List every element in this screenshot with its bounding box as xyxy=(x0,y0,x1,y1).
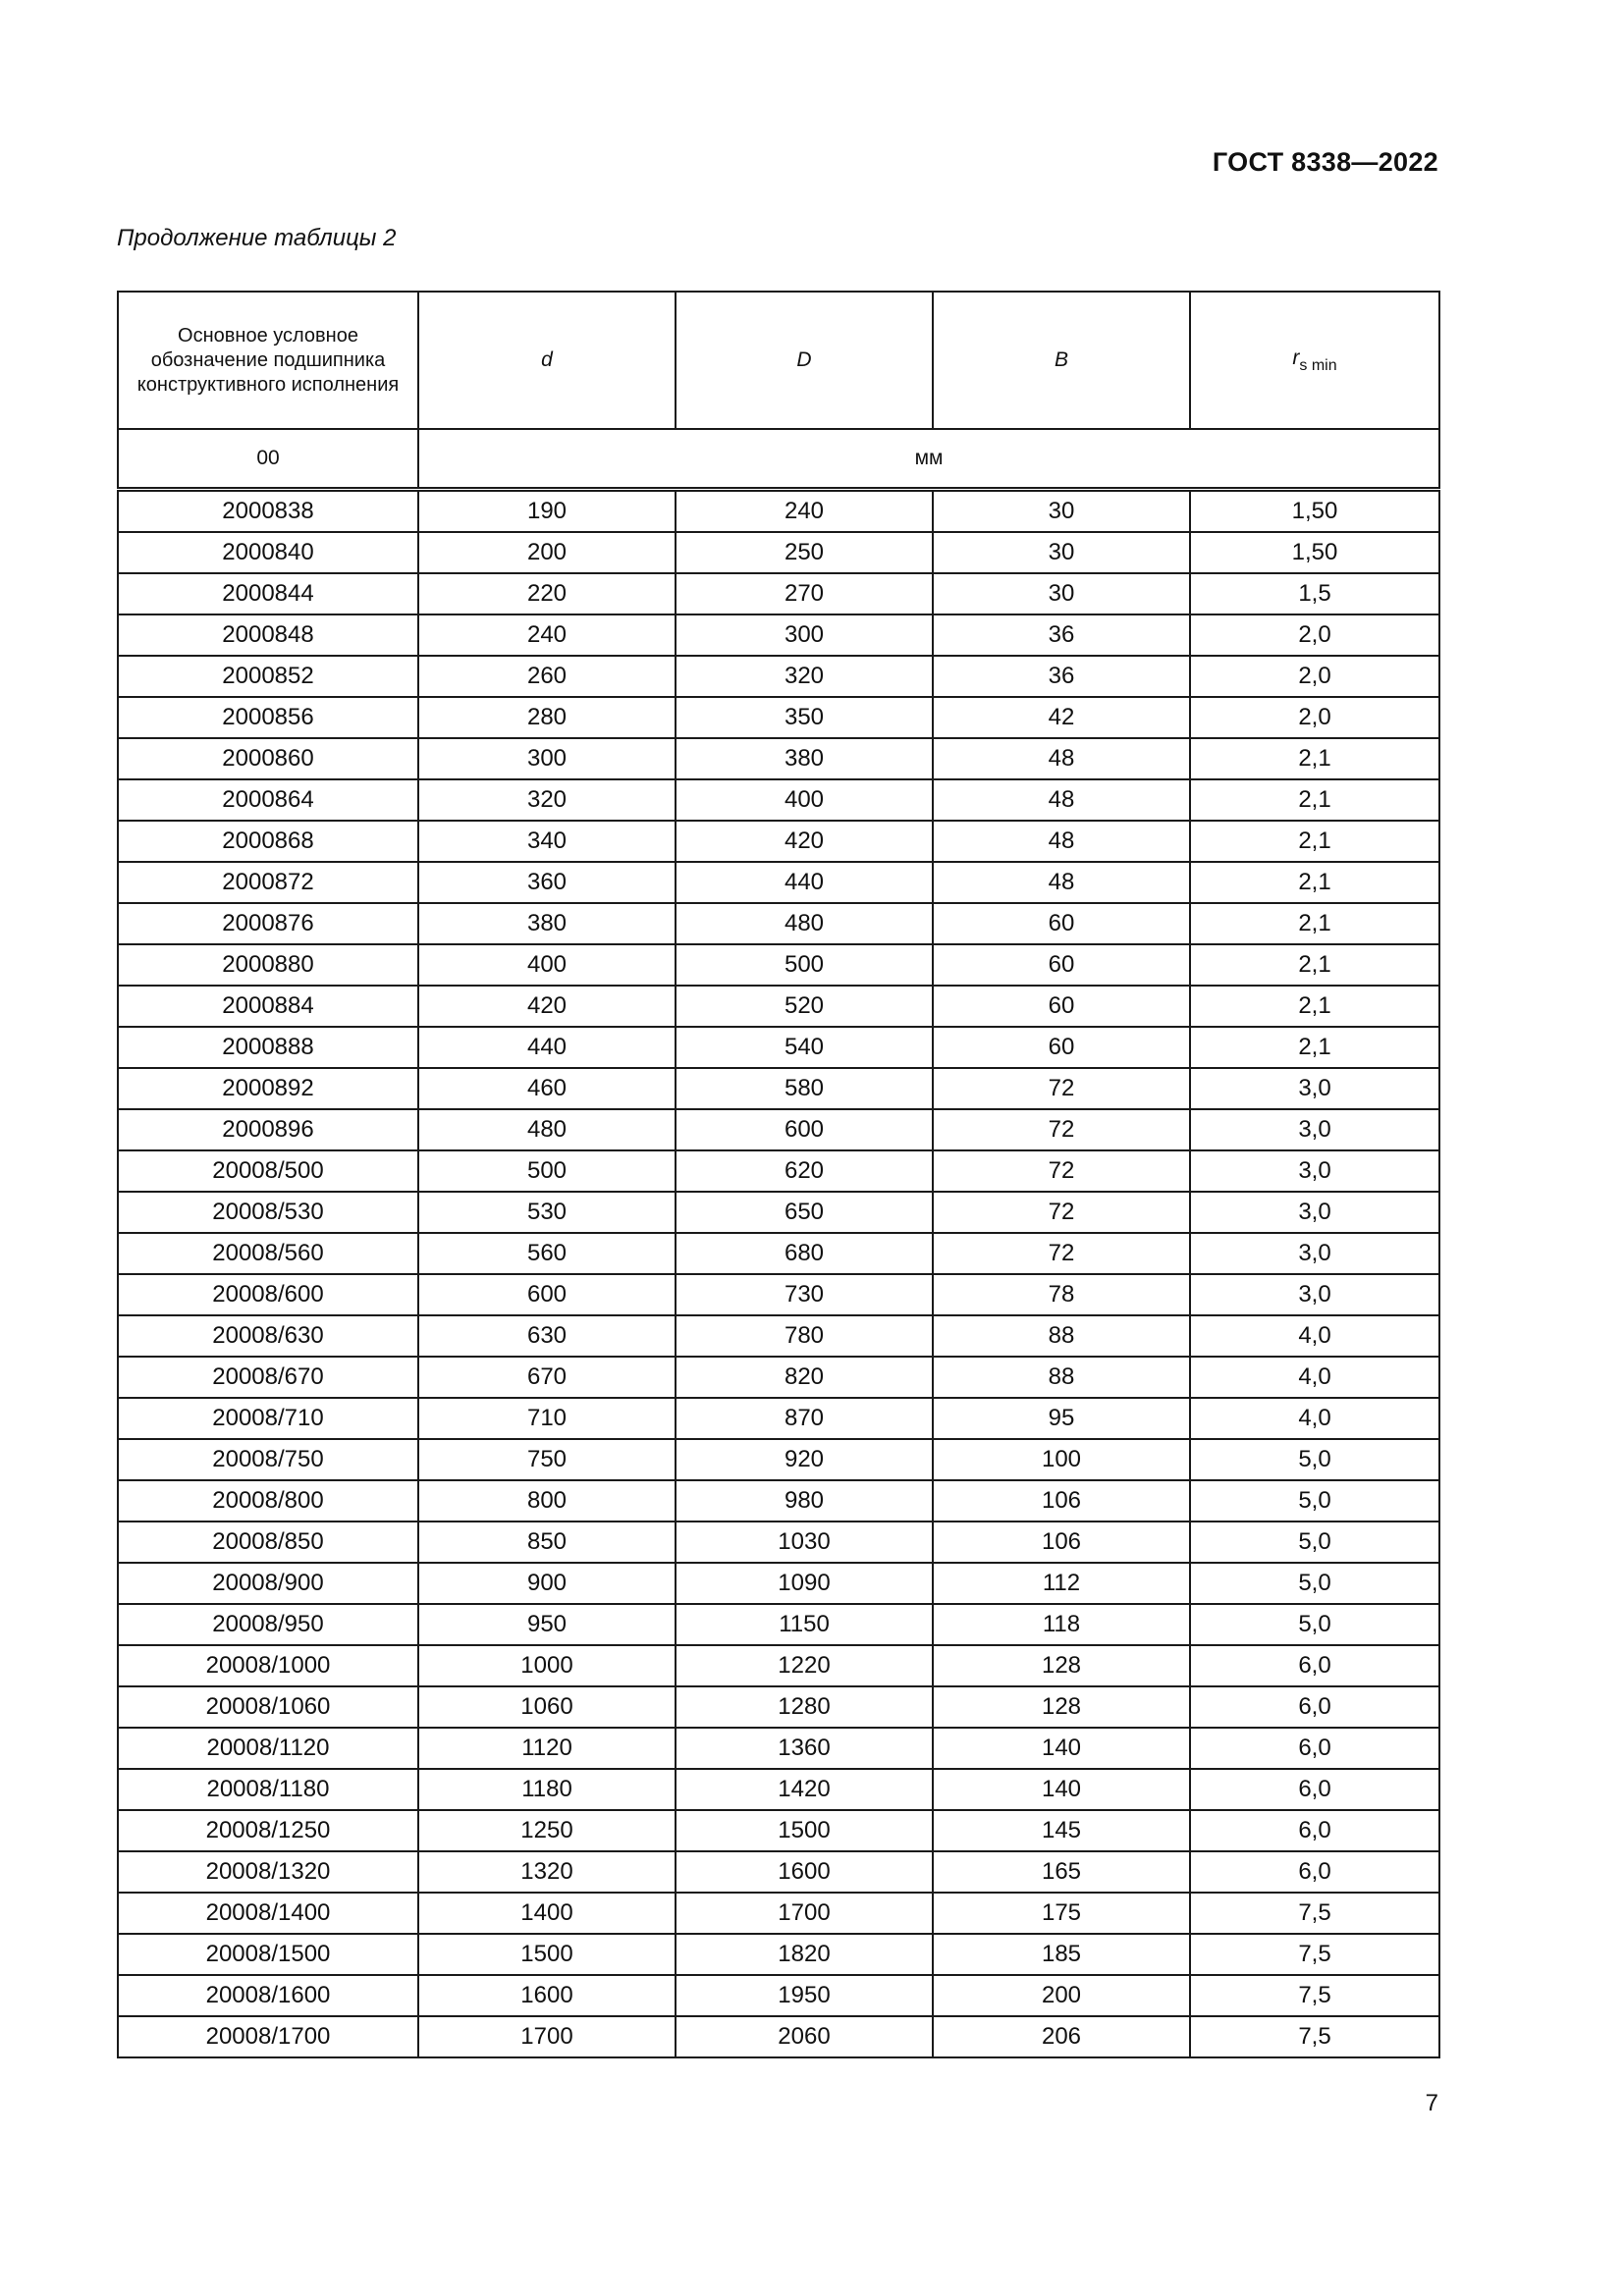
inner-diameter-cell: 850 xyxy=(418,1522,676,1563)
chamfer-cell: 3,0 xyxy=(1190,1233,1439,1274)
table-caption: Продолжение таблицы 2 xyxy=(117,225,397,251)
width-cell: 206 xyxy=(933,2016,1190,2057)
outer-diameter-cell: 1090 xyxy=(676,1563,933,1604)
chamfer-cell: 4,0 xyxy=(1190,1398,1439,1439)
width-cell: 112 xyxy=(933,1563,1190,1604)
chamfer-cell: 2,0 xyxy=(1190,656,1439,697)
table-row xyxy=(118,821,1439,862)
outer-diameter-cell: 1500 xyxy=(676,1810,933,1851)
table-row xyxy=(118,1604,1439,1645)
outer-diameter-cell: 320 xyxy=(676,656,933,697)
inner-diameter-cell: 900 xyxy=(418,1563,676,1604)
table-row xyxy=(118,614,1439,656)
designation-cell: 20008/750 xyxy=(118,1439,418,1480)
table-row xyxy=(118,779,1439,821)
table-row xyxy=(118,1769,1439,1810)
inner-diameter-cell: 1120 xyxy=(418,1728,676,1769)
designation-cell: 20008/900 xyxy=(118,1563,418,1604)
chamfer-cell: 2,1 xyxy=(1190,821,1439,862)
chamfer-cell: 5,0 xyxy=(1190,1522,1439,1563)
chamfer-cell: 4,0 xyxy=(1190,1357,1439,1398)
outer-diameter-cell: 500 xyxy=(676,944,933,986)
width-cell: 140 xyxy=(933,1769,1190,1810)
table-row xyxy=(118,1274,1439,1315)
designation-cell: 20008/1600 xyxy=(118,1975,418,2016)
table-row xyxy=(118,1645,1439,1686)
table-row xyxy=(118,1975,1439,2016)
chamfer-cell: 5,0 xyxy=(1190,1604,1439,1645)
chamfer-cell: 3,0 xyxy=(1190,1192,1439,1233)
chamfer-cell: 6,0 xyxy=(1190,1728,1439,1769)
chamfer-cell: 7,5 xyxy=(1190,2016,1439,2057)
designation-cell: 2000852 xyxy=(118,656,418,697)
outer-diameter-cell: 730 xyxy=(676,1274,933,1315)
outer-diameter-cell: 1420 xyxy=(676,1769,933,1810)
designation-cell: 2000892 xyxy=(118,1068,418,1109)
outer-diameter-cell: 1280 xyxy=(676,1686,933,1728)
header-rs-symbol: r xyxy=(1292,346,1300,369)
chamfer-cell: 6,0 xyxy=(1190,1810,1439,1851)
chamfer-cell: 2,0 xyxy=(1190,697,1439,738)
inner-diameter-cell: 1320 xyxy=(418,1851,676,1893)
designation-cell: 2000888 xyxy=(118,1027,418,1068)
width-cell: 36 xyxy=(933,656,1190,697)
table-row xyxy=(118,1810,1439,1851)
inner-diameter-cell: 800 xyxy=(418,1480,676,1522)
designation-cell: 20008/950 xyxy=(118,1604,418,1645)
inner-diameter-cell: 380 xyxy=(418,903,676,944)
table-row xyxy=(118,1398,1439,1439)
width-cell: 88 xyxy=(933,1357,1190,1398)
designation-cell: 20008/800 xyxy=(118,1480,418,1522)
table-row xyxy=(118,903,1439,944)
inner-diameter-cell: 1700 xyxy=(418,2016,676,2057)
designation-cell: 20008/500 xyxy=(118,1150,418,1192)
designation-cell: 20008/1320 xyxy=(118,1851,418,1893)
outer-diameter-cell: 820 xyxy=(676,1357,933,1398)
outer-diameter-cell: 300 xyxy=(676,614,933,656)
outer-diameter-cell: 680 xyxy=(676,1233,933,1274)
table-row xyxy=(118,1934,1439,1975)
designation-cell: 20008/1120 xyxy=(118,1728,418,1769)
inner-diameter-cell: 1600 xyxy=(418,1975,676,2016)
outer-diameter-cell: 780 xyxy=(676,1315,933,1357)
designation-cell: 20008/710 xyxy=(118,1398,418,1439)
page-number: 7 xyxy=(1425,2090,1438,2116)
table-row xyxy=(118,1480,1439,1522)
designation-cell: 20008/1250 xyxy=(118,1810,418,1851)
inner-diameter-cell: 950 xyxy=(418,1604,676,1645)
bearing-dimensions-table xyxy=(117,291,1440,2058)
outer-diameter-cell: 420 xyxy=(676,821,933,862)
table-row xyxy=(118,1027,1439,1068)
inner-diameter-cell: 600 xyxy=(418,1274,676,1315)
width-cell: 118 xyxy=(933,1604,1190,1645)
width-cell: 165 xyxy=(933,1851,1190,1893)
inner-diameter-cell: 320 xyxy=(418,779,676,821)
outer-diameter-cell: 920 xyxy=(676,1439,933,1480)
outer-diameter-cell: 520 xyxy=(676,986,933,1027)
outer-diameter-cell: 870 xyxy=(676,1398,933,1439)
inner-diameter-cell: 670 xyxy=(418,1357,676,1398)
table-body xyxy=(118,490,1439,2058)
chamfer-cell: 2,0 xyxy=(1190,614,1439,656)
chamfer-cell: 2,1 xyxy=(1190,779,1439,821)
width-cell: 128 xyxy=(933,1645,1190,1686)
inner-diameter-cell: 460 xyxy=(418,1068,676,1109)
designation-cell: 2000840 xyxy=(118,532,418,573)
table-row xyxy=(118,944,1439,986)
designation-cell: 20008/530 xyxy=(118,1192,418,1233)
designation-cell: 20008/600 xyxy=(118,1274,418,1315)
designation-cell: 20008/630 xyxy=(118,1315,418,1357)
table-row xyxy=(118,1728,1439,1769)
table-row xyxy=(118,697,1439,738)
inner-diameter-cell: 630 xyxy=(418,1315,676,1357)
inner-diameter-cell: 1000 xyxy=(418,1645,676,1686)
table-row xyxy=(118,1893,1439,1934)
outer-diameter-cell: 980 xyxy=(676,1480,933,1522)
inner-diameter-cell: 300 xyxy=(418,738,676,779)
header-rs-subscript: s min xyxy=(1299,356,1337,374)
width-cell: 95 xyxy=(933,1398,1190,1439)
width-cell: 60 xyxy=(933,944,1190,986)
outer-diameter-cell: 620 xyxy=(676,1150,933,1192)
table-row xyxy=(118,986,1439,1027)
width-cell: 60 xyxy=(933,903,1190,944)
chamfer-cell: 6,0 xyxy=(1190,1645,1439,1686)
chamfer-cell: 4,0 xyxy=(1190,1315,1439,1357)
outer-diameter-cell: 440 xyxy=(676,862,933,903)
inner-diameter-cell: 480 xyxy=(418,1109,676,1150)
designation-cell: 20008/1060 xyxy=(118,1686,418,1728)
chamfer-cell: 3,0 xyxy=(1190,1109,1439,1150)
chamfer-cell: 5,0 xyxy=(1190,1563,1439,1604)
designation-cell: 20008/560 xyxy=(118,1233,418,1274)
designation-cell: 20008/1000 xyxy=(118,1645,418,1686)
table-row xyxy=(118,1109,1439,1150)
table-row xyxy=(118,1315,1439,1357)
width-cell: 100 xyxy=(933,1439,1190,1480)
width-cell: 175 xyxy=(933,1893,1190,1934)
width-cell: 60 xyxy=(933,986,1190,1027)
width-cell: 78 xyxy=(933,1274,1190,1315)
header-b: B xyxy=(933,292,1190,429)
table-row xyxy=(118,862,1439,903)
chamfer-cell: 1,50 xyxy=(1190,490,1439,533)
inner-diameter-cell: 220 xyxy=(418,573,676,614)
designation-cell: 2000884 xyxy=(118,986,418,1027)
chamfer-cell: 2,1 xyxy=(1190,738,1439,779)
chamfer-cell: 7,5 xyxy=(1190,1893,1439,1934)
width-cell: 30 xyxy=(933,573,1190,614)
table-row xyxy=(118,1150,1439,1192)
header-designation: Основное условное обозначение подшипника конструктивного исполнения xyxy=(118,292,418,429)
chamfer-cell: 7,5 xyxy=(1190,1975,1439,2016)
table-row xyxy=(118,490,1439,533)
table-row xyxy=(118,1439,1439,1480)
inner-diameter-cell: 1180 xyxy=(418,1769,676,1810)
width-cell: 48 xyxy=(933,862,1190,903)
outer-diameter-cell: 1700 xyxy=(676,1893,933,1934)
designation-cell: 2000838 xyxy=(118,490,418,533)
inner-diameter-cell: 440 xyxy=(418,1027,676,1068)
inner-diameter-cell: 260 xyxy=(418,656,676,697)
inner-diameter-cell: 1250 xyxy=(418,1810,676,1851)
width-cell: 72 xyxy=(933,1109,1190,1150)
outer-diameter-cell: 1820 xyxy=(676,1934,933,1975)
outer-diameter-cell: 1600 xyxy=(676,1851,933,1893)
designation-cell: 20008/1400 xyxy=(118,1893,418,1934)
chamfer-cell: 5,0 xyxy=(1190,1480,1439,1522)
inner-diameter-cell: 200 xyxy=(418,532,676,573)
table-header-row xyxy=(118,292,1439,429)
table-row xyxy=(118,1357,1439,1398)
width-cell: 88 xyxy=(933,1315,1190,1357)
table-row xyxy=(118,1851,1439,1893)
designation-cell: 20008/670 xyxy=(118,1357,418,1398)
width-cell: 145 xyxy=(933,1810,1190,1851)
outer-diameter-cell: 480 xyxy=(676,903,933,944)
unit-cell: мм xyxy=(418,429,1439,490)
inner-diameter-cell: 530 xyxy=(418,1192,676,1233)
outer-diameter-cell: 400 xyxy=(676,779,933,821)
designation-cell: 2000880 xyxy=(118,944,418,986)
designation-cell: 2000860 xyxy=(118,738,418,779)
inner-diameter-cell: 400 xyxy=(418,944,676,986)
inner-diameter-cell: 560 xyxy=(418,1233,676,1274)
chamfer-cell: 6,0 xyxy=(1190,1769,1439,1810)
designation-cell: 2000872 xyxy=(118,862,418,903)
width-cell: 200 xyxy=(933,1975,1190,2016)
outer-diameter-cell: 1360 xyxy=(676,1728,933,1769)
table-row xyxy=(118,1686,1439,1728)
outer-diameter-cell: 1950 xyxy=(676,1975,933,2016)
designation-cell: 2000844 xyxy=(118,573,418,614)
width-cell: 60 xyxy=(933,1027,1190,1068)
chamfer-cell: 3,0 xyxy=(1190,1150,1439,1192)
width-cell: 72 xyxy=(933,1192,1190,1233)
outer-diameter-cell: 540 xyxy=(676,1027,933,1068)
width-cell: 106 xyxy=(933,1522,1190,1563)
designation-cell: 20008/1500 xyxy=(118,1934,418,1975)
chamfer-cell: 3,0 xyxy=(1190,1068,1439,1109)
width-cell: 140 xyxy=(933,1728,1190,1769)
designation-cell: 2000868 xyxy=(118,821,418,862)
inner-diameter-cell: 1500 xyxy=(418,1934,676,1975)
table-row xyxy=(118,532,1439,573)
inner-diameter-cell: 1400 xyxy=(418,1893,676,1934)
chamfer-cell: 7,5 xyxy=(1190,1934,1439,1975)
chamfer-cell: 2,1 xyxy=(1190,944,1439,986)
width-cell: 128 xyxy=(933,1686,1190,1728)
chamfer-cell: 5,0 xyxy=(1190,1439,1439,1480)
designation-cell: 2000848 xyxy=(118,614,418,656)
inner-diameter-cell: 710 xyxy=(418,1398,676,1439)
outer-diameter-cell: 1150 xyxy=(676,1604,933,1645)
chamfer-cell: 3,0 xyxy=(1190,1274,1439,1315)
chamfer-cell: 6,0 xyxy=(1190,1851,1439,1893)
header-d: d xyxy=(418,292,676,429)
designation-cell: 2000896 xyxy=(118,1109,418,1150)
inner-diameter-cell: 420 xyxy=(418,986,676,1027)
designation-cell: 20008/850 xyxy=(118,1522,418,1563)
width-cell: 30 xyxy=(933,532,1190,573)
chamfer-cell: 1,5 xyxy=(1190,573,1439,614)
width-cell: 72 xyxy=(933,1150,1190,1192)
width-cell: 185 xyxy=(933,1934,1190,1975)
width-cell: 48 xyxy=(933,821,1190,862)
table-row xyxy=(118,1068,1439,1109)
chamfer-cell: 2,1 xyxy=(1190,1027,1439,1068)
designation-cell: 2000876 xyxy=(118,903,418,944)
inner-diameter-cell: 280 xyxy=(418,697,676,738)
width-cell: 36 xyxy=(933,614,1190,656)
table-row xyxy=(118,2016,1439,2057)
width-cell: 72 xyxy=(933,1233,1190,1274)
table-row xyxy=(118,1522,1439,1563)
outer-diameter-cell: 350 xyxy=(676,697,933,738)
chamfer-cell: 6,0 xyxy=(1190,1686,1439,1728)
width-cell: 48 xyxy=(933,738,1190,779)
inner-diameter-cell: 1060 xyxy=(418,1686,676,1728)
width-cell: 42 xyxy=(933,697,1190,738)
width-cell: 30 xyxy=(933,490,1190,533)
outer-diameter-cell: 600 xyxy=(676,1109,933,1150)
table-row xyxy=(118,656,1439,697)
inner-diameter-cell: 500 xyxy=(418,1150,676,1192)
chamfer-cell: 2,1 xyxy=(1190,862,1439,903)
table-row xyxy=(118,1563,1439,1604)
table-row xyxy=(118,1192,1439,1233)
header-rs-min xyxy=(1190,292,1439,429)
chamfer-cell: 2,1 xyxy=(1190,903,1439,944)
inner-diameter-cell: 190 xyxy=(418,490,676,533)
inner-diameter-cell: 360 xyxy=(418,862,676,903)
designation-cell: 2000864 xyxy=(118,779,418,821)
designation-cell: 20008/1700 xyxy=(118,2016,418,2057)
table-unit-row xyxy=(118,429,1439,490)
chamfer-cell: 2,1 xyxy=(1190,986,1439,1027)
outer-diameter-cell: 1220 xyxy=(676,1645,933,1686)
outer-diameter-cell: 2060 xyxy=(676,2016,933,2057)
chamfer-cell: 1,50 xyxy=(1190,532,1439,573)
outer-diameter-cell: 580 xyxy=(676,1068,933,1109)
inner-diameter-cell: 340 xyxy=(418,821,676,862)
table-row xyxy=(118,1233,1439,1274)
inner-diameter-cell: 240 xyxy=(418,614,676,656)
table-row xyxy=(118,738,1439,779)
width-cell: 48 xyxy=(933,779,1190,821)
header-outer-d: D xyxy=(676,292,933,429)
outer-diameter-cell: 240 xyxy=(676,490,933,533)
table-row xyxy=(118,573,1439,614)
width-cell: 72 xyxy=(933,1068,1190,1109)
outer-diameter-cell: 250 xyxy=(676,532,933,573)
outer-diameter-cell: 270 xyxy=(676,573,933,614)
document-number: ГОСТ 8338—2022 xyxy=(1212,147,1438,177)
designation-cell: 20008/1180 xyxy=(118,1769,418,1810)
width-cell: 106 xyxy=(933,1480,1190,1522)
outer-diameter-cell: 650 xyxy=(676,1192,933,1233)
outer-diameter-cell: 380 xyxy=(676,738,933,779)
inner-diameter-cell: 750 xyxy=(418,1439,676,1480)
outer-diameter-cell: 1030 xyxy=(676,1522,933,1563)
designation-cell: 2000856 xyxy=(118,697,418,738)
design-code-cell: 00 xyxy=(118,429,418,490)
